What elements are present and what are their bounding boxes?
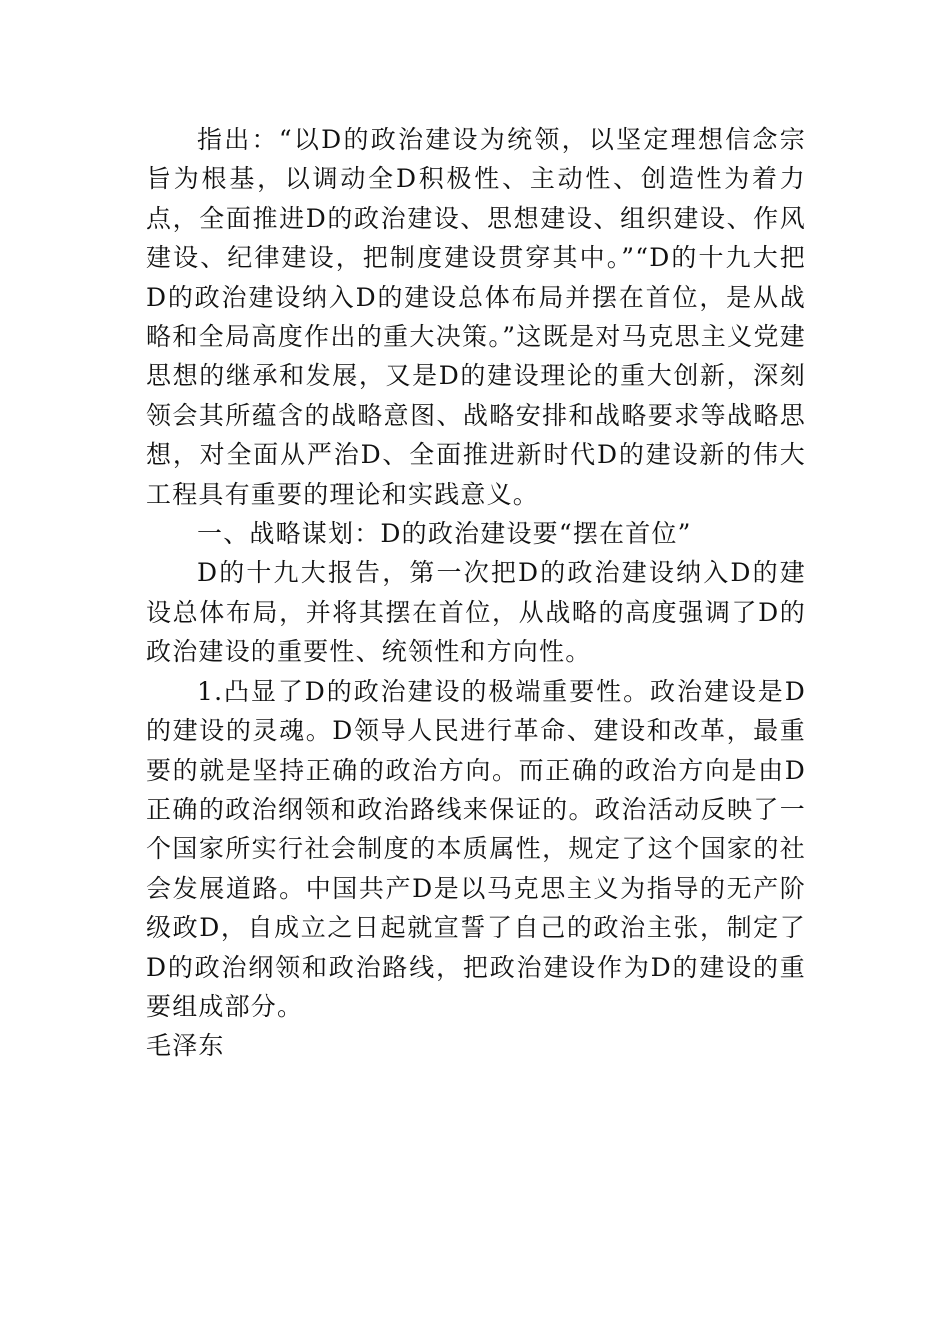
section-heading: 一、战略谋划：D的政治建设要“摆在首位” bbox=[197, 519, 692, 549]
paragraph-point-1: 1.凸显了D的政治建设的极端重要性。政治建设是D的建设的灵魂。D领导人民进行革命、建设和改革，最重要的就是坚持正确的政治方向。而正确的政治方向是由D正确的政治纲领和政治路线来保证的。政治活动反映了一个国家所实行社会制度的本质属性，规定了这个国家的社会发展道路。中国共产D是以马克思主义为指导的无产阶级政D，自成立之日起就宣誓了自己的政治主张，制定了D的政治纲领和政治路线，把政治建设作为D的建设的重要组成部分。 bbox=[146, 676, 806, 1021]
document-body bbox=[146, 120, 806, 1066]
paragraph-intro: 指出：“以D的政治建设为统领，以坚定理想信念宗旨为根基，以调动全D积极性、主动性、创造性为着力点，全面推进D的政治建设、思想建设、组织建设、作风建设、纪律建设，把制度建设贯穿其中。”“D的十九大把D的政治建设纳入D的建设总体布局并摆在首位，是从战略和全局高度作出的重大决策。”这既是对马克思主义党建思想的继承和发展，又是D的建设理论的重大创新，深刻领会其所蕴含的战略意图、战略安排和战略要求等战略思想，对全面从严治D、全面推进新时代D的建设新的伟大工程具有重要的理论和实践意义。 bbox=[146, 125, 806, 509]
paragraph-trailing-name: 毛泽东 bbox=[146, 1031, 225, 1061]
paragraph-report: D的十九大报告，第一次把D的政治建设纳入D的建设总体布局，并将其摆在首位，从战略的高度强调了D的政治建设的重要性、统领性和方向性。 bbox=[146, 558, 806, 667]
